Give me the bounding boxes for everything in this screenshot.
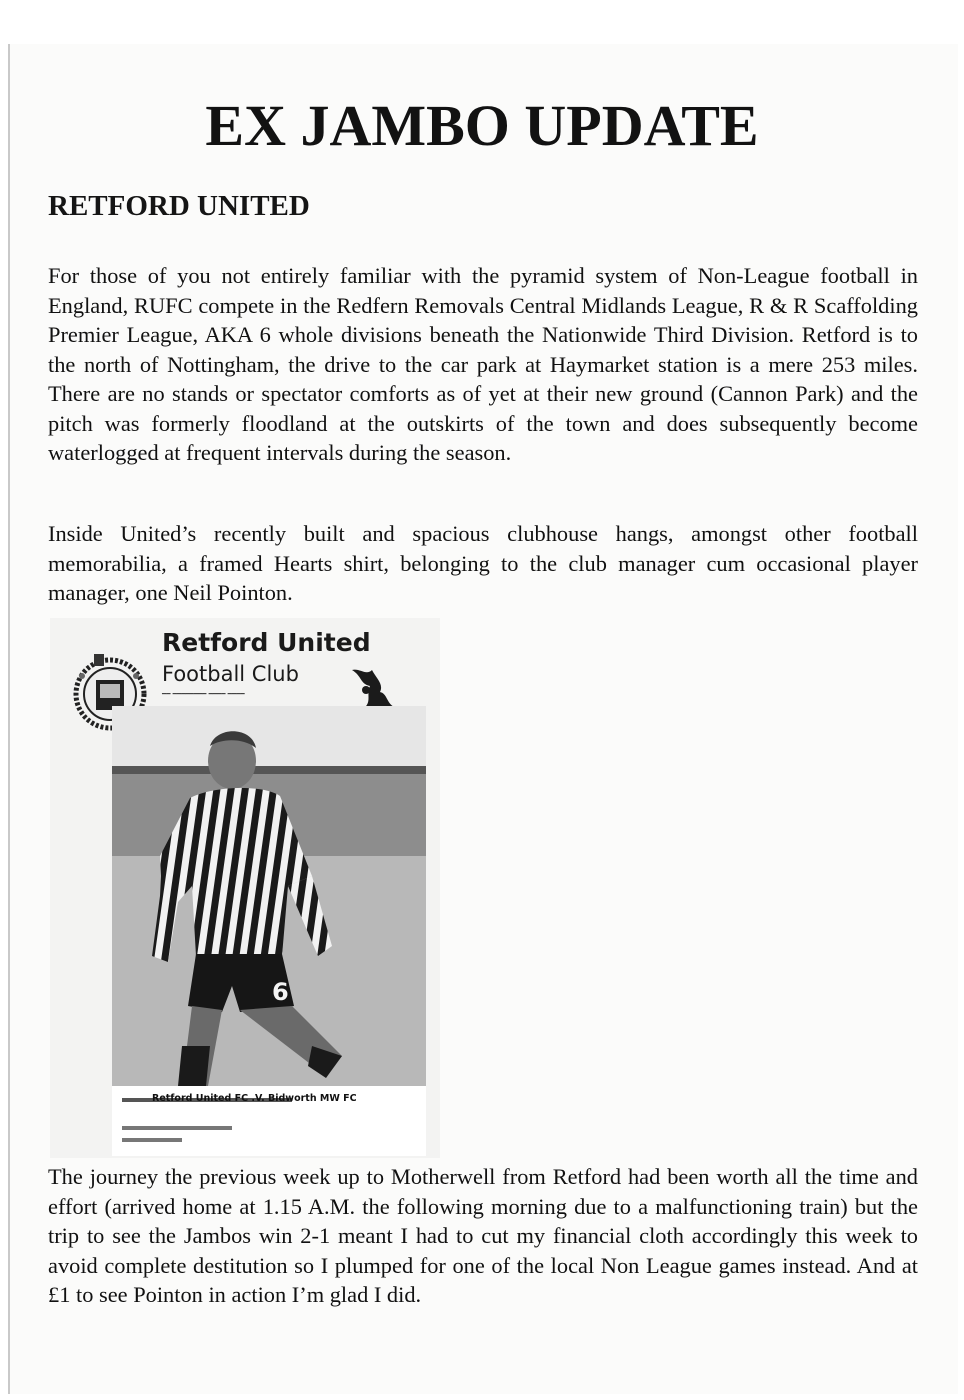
programme-match-line: Retford United FC .V. Bidworth MW FC: [152, 1093, 357, 1104]
shirt-number: 6: [272, 978, 289, 1006]
player-photo: [112, 706, 426, 1156]
programme-club-name: Retford United: [162, 628, 371, 657]
programme-club-subtitle: Football Club: [162, 662, 299, 686]
programme-fine-print-1: ━━ ━━━━━━━━ ━━━━ ━━━━: [162, 690, 245, 698]
paragraph-clubhouse: Inside United’s recently built and spacious clubhouse hangs, amongst other football memorabilia, a framed Hearts shirt, belonging to the club manager cum occasional player manager, one Neil Pointon.: [48, 521, 918, 605]
paragraph-journey: The journey the previous week up to Motherwell from Retford had been worth all the time and effort (arrived home at 1.15 A.M. the following morning due to a malfunctioning train) but the trip to see the Jambos win 2-1 meant I had to cut my financial cloth accordingly this week to avoid complete destitution so I plumped for one of the local Non League games instead. And at £1 to see Pointon in action I’m glad I did.: [48, 1164, 918, 1307]
page-title: EX JAMBO UPDATE: [205, 93, 759, 158]
programme-cover-image: [50, 618, 440, 1158]
paragraph-intro: For those of you not entirely familiar with the pyramid system of Non-League football in England, RUFC compete in the Redfern Removals Central Midlands League, R & R Scaffolding Premier League, AKA 6 whole divisions beneath the Nationwide Third Division. Retford is to the north of Nottingham, the drive to the car park at Haymarket station is a mere 253 miles. There are no stands or spectator comforts as of yet at their new ground (Cannon Park) and the pitch was formerly floodland at the outskirts of the town and does subsequently become waterlogged at frequent intervals during the season.: [48, 263, 918, 465]
article-subtitle: RETFORD UNITED: [48, 190, 310, 222]
